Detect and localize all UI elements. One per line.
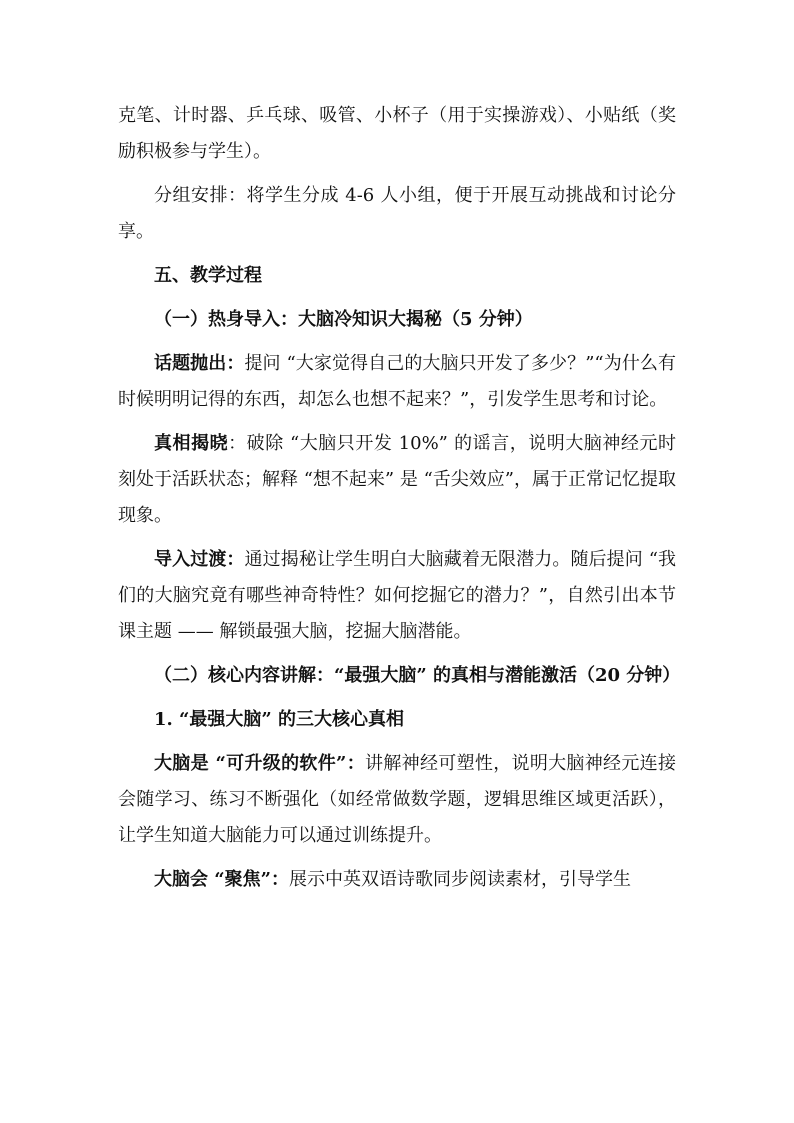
paragraph-transition <box>118 542 676 650</box>
paragraph-lead: 大脑会 “聚焦”： <box>154 869 289 890</box>
paragraph-lead: 真相揭晓 <box>154 433 229 454</box>
paragraph-focus <box>118 862 676 898</box>
paragraph-body: 通过揭秘让学生明白大脑藏着无限潜力。随后提问 “我们的大脑究竟有哪些神奇特性？如何挖掘它的潜力？”，自然引出本节课主题 —— 解锁最强大脑，挖掘大脑潜能。 <box>118 549 677 642</box>
subheading-three-truths: 1. “最强大脑” 的三大核心真相 <box>154 709 405 730</box>
paragraph-lead: 大脑是 “可升级的软件”： <box>154 753 366 774</box>
paragraph-topic <box>118 346 676 418</box>
paragraph-grouping: 分组安排：将学生分成 4-6 人小组，便于开展互动挑战和讨论分享。 <box>118 185 676 242</box>
paragraph-body: 讲解神经可塑性，说明大脑神经元连接会随学习、练习不断强化（如经常做数学题，逻辑思维区域更活跃），让学生知道大脑能力可以通过训练提升。 <box>118 753 676 846</box>
paragraph-upgradable <box>118 746 676 854</box>
paragraph-lead: 话题抛出： <box>154 353 245 374</box>
paragraph-materials: 克笔、计时器、乒乓球、吸管、小杯子（用于实操游戏）、小贴纸（奖励积极参与学生）。 <box>118 105 676 162</box>
paragraph-body: 提问 “大家觉得自己的大脑只开发了多少？”“为什么有时候明明记得的东西，却怎么也想不起来？”，引发学生思考和讨论。 <box>118 353 677 410</box>
paragraph-lead: 导入过渡： <box>154 549 245 570</box>
subsection-heading-warmup: （一）热身导入：大脑冷知识大揭秘（5 分钟） <box>154 309 533 330</box>
paragraph-body: 展示中英双语诗歌同步阅读素材，引导学生 <box>288 869 631 890</box>
section-heading-teaching-process: 五、教学过程 <box>154 265 262 286</box>
paragraph-body: ：破除 “大脑只开发 10%” 的谣言，说明大脑神经元时刻处于活跃状态；解释 “想不起来” 是 “舌尖效应”，属于正常记忆提取现象。 <box>118 433 677 526</box>
paragraph-truth <box>118 426 676 534</box>
subsection-heading-core: （二）核心内容讲解：“最强大脑” 的真相与潜能激活（20 分钟） <box>154 665 681 686</box>
